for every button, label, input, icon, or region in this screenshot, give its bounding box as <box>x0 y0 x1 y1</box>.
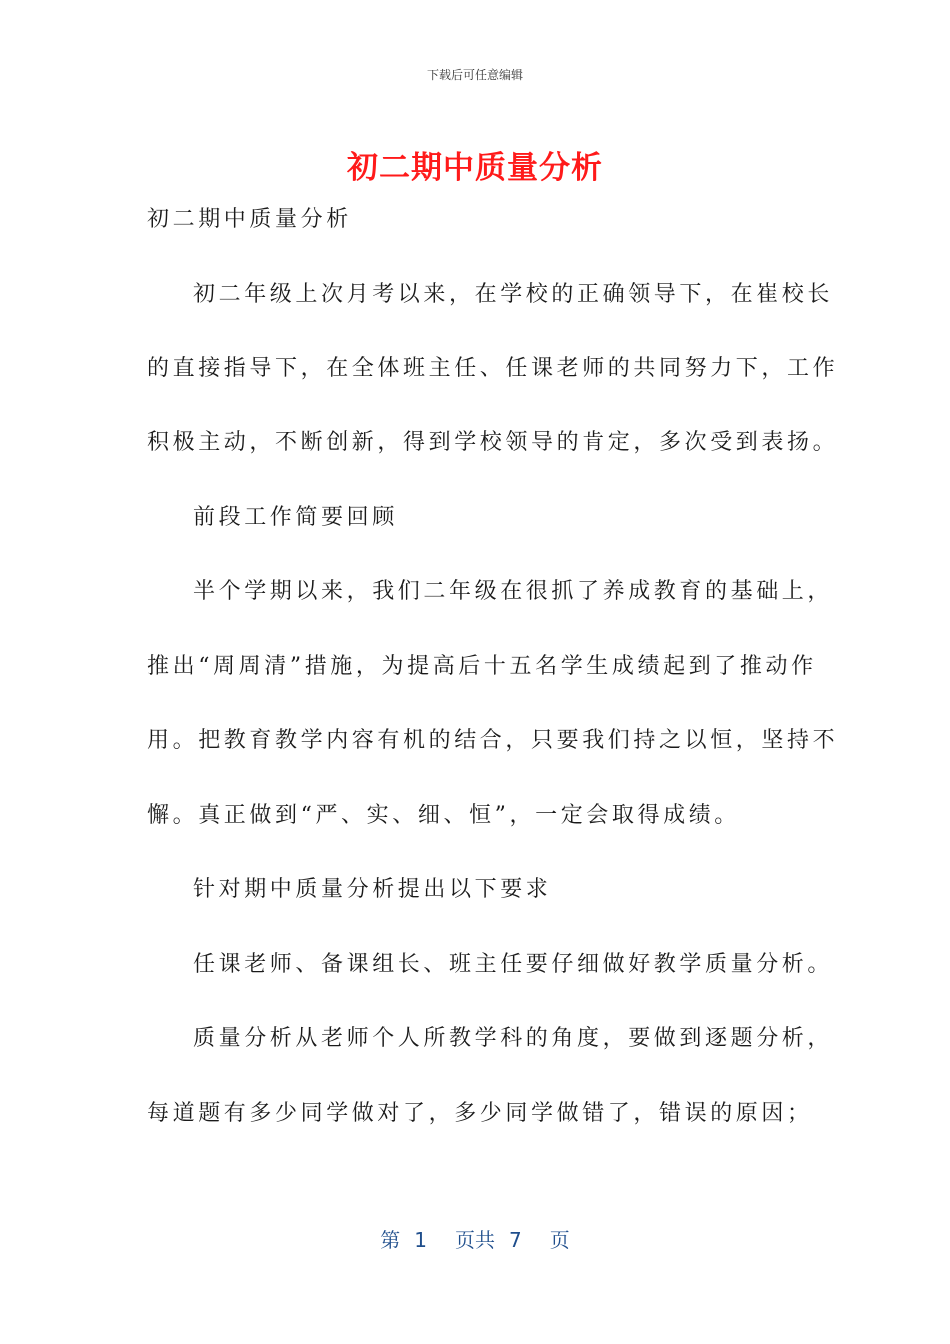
header-note: 下载后可任意编辑 <box>426 68 523 82</box>
page-label-prefix: 第 <box>380 1228 401 1252</box>
body-line: 每道题有多少同学做对了，多少同学做错了，错误的原因； <box>147 1101 813 1126</box>
page-label-suffix: 页 <box>549 1228 570 1252</box>
body-line: 积极主动，不断创新，得到学校领导的肯定，多次受到表扬。 <box>147 430 839 455</box>
body-line-subtitle: 初二期中质量分析 <box>147 207 352 232</box>
section-heading: 针对期中质量分析提出以下要求 <box>193 877 552 902</box>
document-title: 初二期中质量分析 <box>347 150 603 186</box>
page-footer <box>0 1224 950 1253</box>
page-label-mid: 页共 <box>455 1228 495 1252</box>
body-line: 半个学期以来，我们二年级在很抓了养成教育的基础上， <box>193 579 834 604</box>
body-line: 懈。真正做到“严、实、细、恒”，一定会取得成绩。 <box>147 803 740 828</box>
body-line: 任课老师、备课组长、班主任要仔细做好教学质量分析。 <box>193 952 834 977</box>
body-line: 用。把教育教学内容有机的结合，只要我们持之以恒，坚持不 <box>147 728 839 753</box>
body-line: 的直接指导下，在全体班主任、任课老师的共同努力下，工作 <box>147 356 839 381</box>
body-line: 初二年级上次月考以来，在学校的正确领导下，在崔校长 <box>193 282 834 307</box>
current-page-number: 1 <box>414 1228 427 1252</box>
section-heading: 前段工作简要回顾 <box>193 505 398 530</box>
body-line: 推出“周周清”措施，为提高后十五名学生成绩起到了推动作 <box>147 654 817 679</box>
total-pages-number: 7 <box>509 1228 522 1252</box>
body-line: 质量分析从老师个人所教学科的角度，要做到逐题分析， <box>193 1026 834 1051</box>
